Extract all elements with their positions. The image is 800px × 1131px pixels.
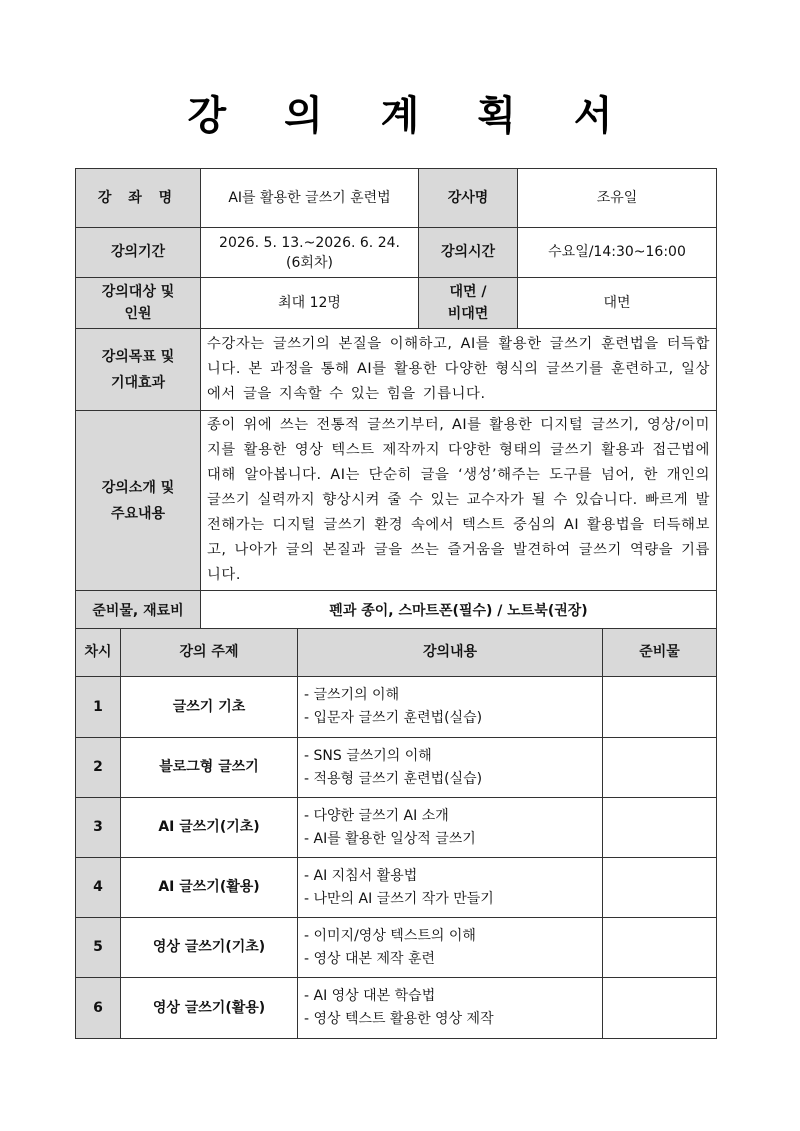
page-title: 강 의 계 획 서 bbox=[187, 93, 635, 139]
target-row bbox=[76, 278, 717, 329]
session-materials bbox=[603, 677, 717, 738]
content-line: - 영상 텍스트 활용한 영상 제작 bbox=[304, 1011, 494, 1027]
session-number: 1 bbox=[76, 677, 121, 738]
intro-label bbox=[76, 411, 201, 591]
schedule-table bbox=[75, 628, 717, 1039]
period-row bbox=[76, 228, 717, 278]
content-line: - 입문자 글쓰기 훈련법(실습) bbox=[304, 710, 483, 726]
table-row bbox=[76, 858, 717, 918]
period-sessions: (6회차) bbox=[286, 254, 333, 271]
table-row bbox=[76, 738, 717, 798]
session-number: 5 bbox=[76, 918, 121, 978]
session-content bbox=[298, 858, 603, 918]
content-line: - 이미지/영상 텍스트의 이해 bbox=[304, 927, 476, 944]
mode-label bbox=[419, 278, 518, 329]
session-topic: 글쓰기 기초 bbox=[121, 677, 298, 738]
session-materials bbox=[603, 738, 717, 798]
header-topic: 강의 주제 bbox=[121, 629, 298, 677]
table-row bbox=[76, 978, 717, 1039]
course-name-row bbox=[76, 169, 717, 228]
goals-label bbox=[76, 329, 201, 411]
session-topic: 영상 글쓰기(기초) bbox=[121, 918, 298, 978]
header-materials: 준비물 bbox=[603, 629, 717, 677]
session-content bbox=[298, 918, 603, 978]
time-label: 강의시간 bbox=[419, 228, 518, 278]
session-content bbox=[298, 677, 603, 738]
goals-row bbox=[76, 329, 717, 411]
intro-row bbox=[76, 411, 717, 591]
intro-label-line2: 주요내용 bbox=[110, 505, 166, 522]
course-info-table bbox=[75, 168, 717, 633]
course-name-label: 강 좌 명 bbox=[76, 169, 201, 228]
materials-row bbox=[76, 591, 717, 633]
header-content: 강의내용 bbox=[298, 629, 603, 677]
session-number: 2 bbox=[76, 738, 121, 798]
content-line: - 나만의 AI 글쓰기 작가 만들기 bbox=[304, 890, 494, 907]
intro-label-line1: 강의소개 및 bbox=[101, 479, 175, 496]
session-materials bbox=[603, 918, 717, 978]
table-row bbox=[76, 918, 717, 978]
session-content bbox=[298, 978, 603, 1039]
mode-value: 대면 bbox=[518, 278, 717, 329]
session-content bbox=[298, 798, 603, 858]
session-topic: AI 글쓰기(활용) bbox=[121, 858, 298, 918]
session-materials bbox=[603, 798, 717, 858]
goals-label-line2: 기대효과 bbox=[110, 374, 166, 391]
time-value: 수요일/14:30~16:00 bbox=[518, 228, 717, 278]
session-topic: 영상 글쓰기(활용) bbox=[121, 978, 298, 1039]
table-row bbox=[76, 798, 717, 858]
session-content bbox=[298, 738, 603, 798]
table-row bbox=[76, 677, 717, 738]
content-line: - AI 영상 대본 학습법 bbox=[304, 988, 436, 1004]
instructor-value: 조유일 bbox=[518, 169, 717, 228]
session-topic: AI 글쓰기(기초) bbox=[121, 798, 298, 858]
target-label-line2: 인원 bbox=[124, 306, 152, 322]
intro-value: 종이 위에 쓰는 전통적 글쓰기부터, AI를 활용한 디지털 글쓰기, 영상/이미지를 활용한 영상 텍스트 제작까지 다양한 형태의 글쓰기 활용과 접근법에 대해 알아봅니다. AI는 단순히 글을 ‘생성’해주는 도구를 넘어, 한 개인의 글쓰기 실력까지 향상시켜 줄 수 있는 교수자가 될 수 있습니다. 빠르게 발전해가는 디지털 글쓰기 환경 속에서 텍스트 중심의 AI 활용법을 터득해보고, 나아가 글의 본질과 글을 쓰는 즐거움을 발견하여 글쓰기 역량을 기릅니다. bbox=[201, 411, 717, 591]
header-session: 차시 bbox=[76, 629, 121, 677]
target-label-line1: 강의대상 및 bbox=[101, 284, 175, 300]
goals-value: 수강자는 글쓰기의 본질을 이해하고, AI를 활용한 글쓰기 훈련법을 터득합니다. 본 과정을 통해 AI를 활용한 다양한 형식의 글쓰기를 훈련하고, 일상에서 글을 지속할 수 있는 힘을 기릅니다. bbox=[201, 329, 717, 411]
period-label: 강의기간 bbox=[76, 228, 201, 278]
content-line: - AI를 활용한 일상적 글쓰기 bbox=[304, 830, 476, 847]
mode-label-line2: 비대면 bbox=[447, 306, 489, 322]
target-label bbox=[76, 278, 201, 329]
goals-label-line1: 강의목표 및 bbox=[101, 348, 175, 365]
session-number: 6 bbox=[76, 978, 121, 1039]
session-topic: 블로그형 글쓰기 bbox=[121, 738, 298, 798]
content-line: - 영상 대본 제작 훈련 bbox=[304, 950, 436, 967]
session-number: 4 bbox=[76, 858, 121, 918]
period-dates: 2026. 5. 13.~2026. 6. 24. bbox=[219, 234, 400, 251]
materials-label: 준비물, 재료비 bbox=[76, 591, 201, 633]
content-line: - SNS 글쓰기의 이해 bbox=[304, 747, 432, 764]
schedule-header-row bbox=[76, 629, 717, 677]
content-line: - AI 지침서 활용법 bbox=[304, 867, 418, 884]
session-materials bbox=[603, 858, 717, 918]
mode-label-line1: 대면 / bbox=[449, 284, 487, 300]
period-value bbox=[201, 228, 419, 278]
target-value: 최대 12명 bbox=[201, 278, 419, 329]
materials-value: 펜과 종이, 스마트폰(필수) / 노트북(권장) bbox=[201, 591, 717, 633]
session-materials bbox=[603, 978, 717, 1039]
content-line: - 글쓰기의 이해 bbox=[304, 687, 400, 703]
course-name-value: AI를 활용한 글쓰기 훈련법 bbox=[201, 169, 419, 228]
session-number: 3 bbox=[76, 798, 121, 858]
content-line: - 다양한 글쓰기 AI 소개 bbox=[304, 807, 449, 824]
instructor-label: 강사명 bbox=[419, 169, 518, 228]
content-line: - 적용형 글쓰기 훈련법(실습) bbox=[304, 770, 483, 787]
